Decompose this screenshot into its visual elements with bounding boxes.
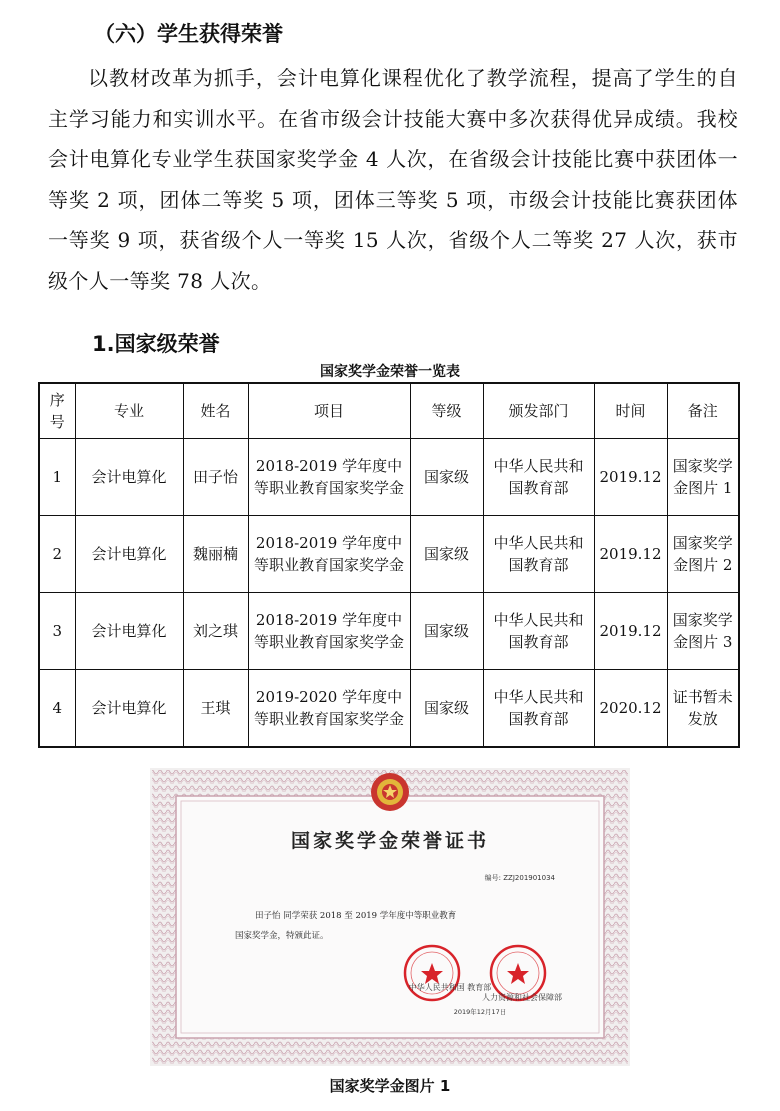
cell-name: 刘之琪 xyxy=(183,593,248,670)
header-issuer: 颁发部门 xyxy=(483,383,594,439)
certificate-svg xyxy=(150,768,630,1066)
cell-level: 国家级 xyxy=(410,439,483,516)
cell-issuer: 中华人民共和国教育部 xyxy=(483,516,594,593)
cell-name: 田子怡 xyxy=(183,439,248,516)
cell-project: 2018-2019 学年度中等职业教育国家奖学金 xyxy=(248,439,410,516)
cell-issuer: 中华人民共和国教育部 xyxy=(483,670,594,748)
header-project: 项目 xyxy=(248,383,410,439)
certificate-body-line1: 田子怡 同学荣获 2018 至 2019 学年度中等职业教育 xyxy=(255,911,457,921)
cell-major: 会计电算化 xyxy=(75,516,183,593)
cell-project: 2018-2019 学年度中等职业教育国家奖学金 xyxy=(248,593,410,670)
cell-major: 会计电算化 xyxy=(75,670,183,748)
table-row xyxy=(39,439,739,516)
header-date: 时间 xyxy=(594,383,667,439)
cell-remark: 国家奖学金图片 2 xyxy=(667,516,739,593)
cell-index: 3 xyxy=(39,593,75,670)
cell-level: 国家级 xyxy=(410,670,483,748)
certificate-image xyxy=(150,768,630,1066)
certificate-date: 2019年12月17日 xyxy=(453,1008,507,1016)
cell-project: 2018-2019 学年度中等职业教育国家奖学金 xyxy=(248,516,410,593)
certificate-number: 编号: ZZJ201901034 xyxy=(484,874,555,882)
table-row xyxy=(39,670,739,748)
certificate-issuer2: 人力资源和社会保障部 xyxy=(482,993,562,1002)
header-major: 专业 xyxy=(75,383,183,439)
certificate-body-line2: 国家奖学金，特颁此证。 xyxy=(235,931,329,941)
subsection-heading: 1.国家级荣誉 xyxy=(92,332,220,356)
cell-index: 4 xyxy=(39,670,75,748)
cell-project: 2019-2020 学年度中等职业教育国家奖学金 xyxy=(248,670,410,748)
cell-issuer: 中华人民共和国教育部 xyxy=(483,593,594,670)
cell-date: 2019.12 xyxy=(594,593,667,670)
table-caption: 国家奖学金荣誉一览表 xyxy=(320,364,460,380)
cell-major: 会计电算化 xyxy=(75,593,183,670)
table-row xyxy=(39,593,739,670)
header-remark: 备注 xyxy=(667,383,739,439)
cell-issuer: 中华人民共和国教育部 xyxy=(483,439,594,516)
figure-caption: 国家奖学金图片 1 xyxy=(329,1077,451,1095)
national-emblem-icon xyxy=(371,773,409,811)
header-index: 序号 xyxy=(39,383,75,439)
cell-date: 2019.12 xyxy=(594,439,667,516)
cell-remark: 国家奖学金图片 1 xyxy=(667,439,739,516)
cell-date: 2020.12 xyxy=(594,670,667,748)
table-header-row xyxy=(39,383,739,439)
cell-name: 魏丽楠 xyxy=(183,516,248,593)
cell-remark: 证书暂未发放 xyxy=(667,670,739,748)
honors-table xyxy=(38,382,740,748)
cell-index: 1 xyxy=(39,439,75,516)
cell-level: 国家级 xyxy=(410,516,483,593)
cell-remark: 国家奖学金图片 3 xyxy=(667,593,739,670)
cell-major: 会计电算化 xyxy=(75,439,183,516)
certificate-issuer1: 中华人民共和国 教育部 xyxy=(408,983,492,992)
certificate-title: 国家奖学金荣誉证书 xyxy=(290,830,490,852)
header-level: 等级 xyxy=(410,383,483,439)
cell-date: 2019.12 xyxy=(594,516,667,593)
intro-paragraph: 以教材改革为抓手，会计电算化课程优化了教学流程，提高了学生的自主学习能力和实训水平。在省市级会计技能大赛中多次获得优异成绩。我校会计电算化专业学生获国家奖学金 4 人次，在省级会计技能比赛中获团体一等奖 2 项，团体二等奖 5 项，团体三等奖 5 项，市级会计技能比赛获团体一等奖 9 项，获省级个人一等奖 15 人次，省级个人二等奖 27 人次，获市级个人一等奖 78 人次。 xyxy=(48,66,738,293)
cell-level: 国家级 xyxy=(410,593,483,670)
header-name: 姓名 xyxy=(183,383,248,439)
cell-name: 王琪 xyxy=(183,670,248,748)
section-heading: （六）学生获得荣誉 xyxy=(94,22,283,46)
cell-index: 2 xyxy=(39,516,75,593)
table-row xyxy=(39,516,739,593)
